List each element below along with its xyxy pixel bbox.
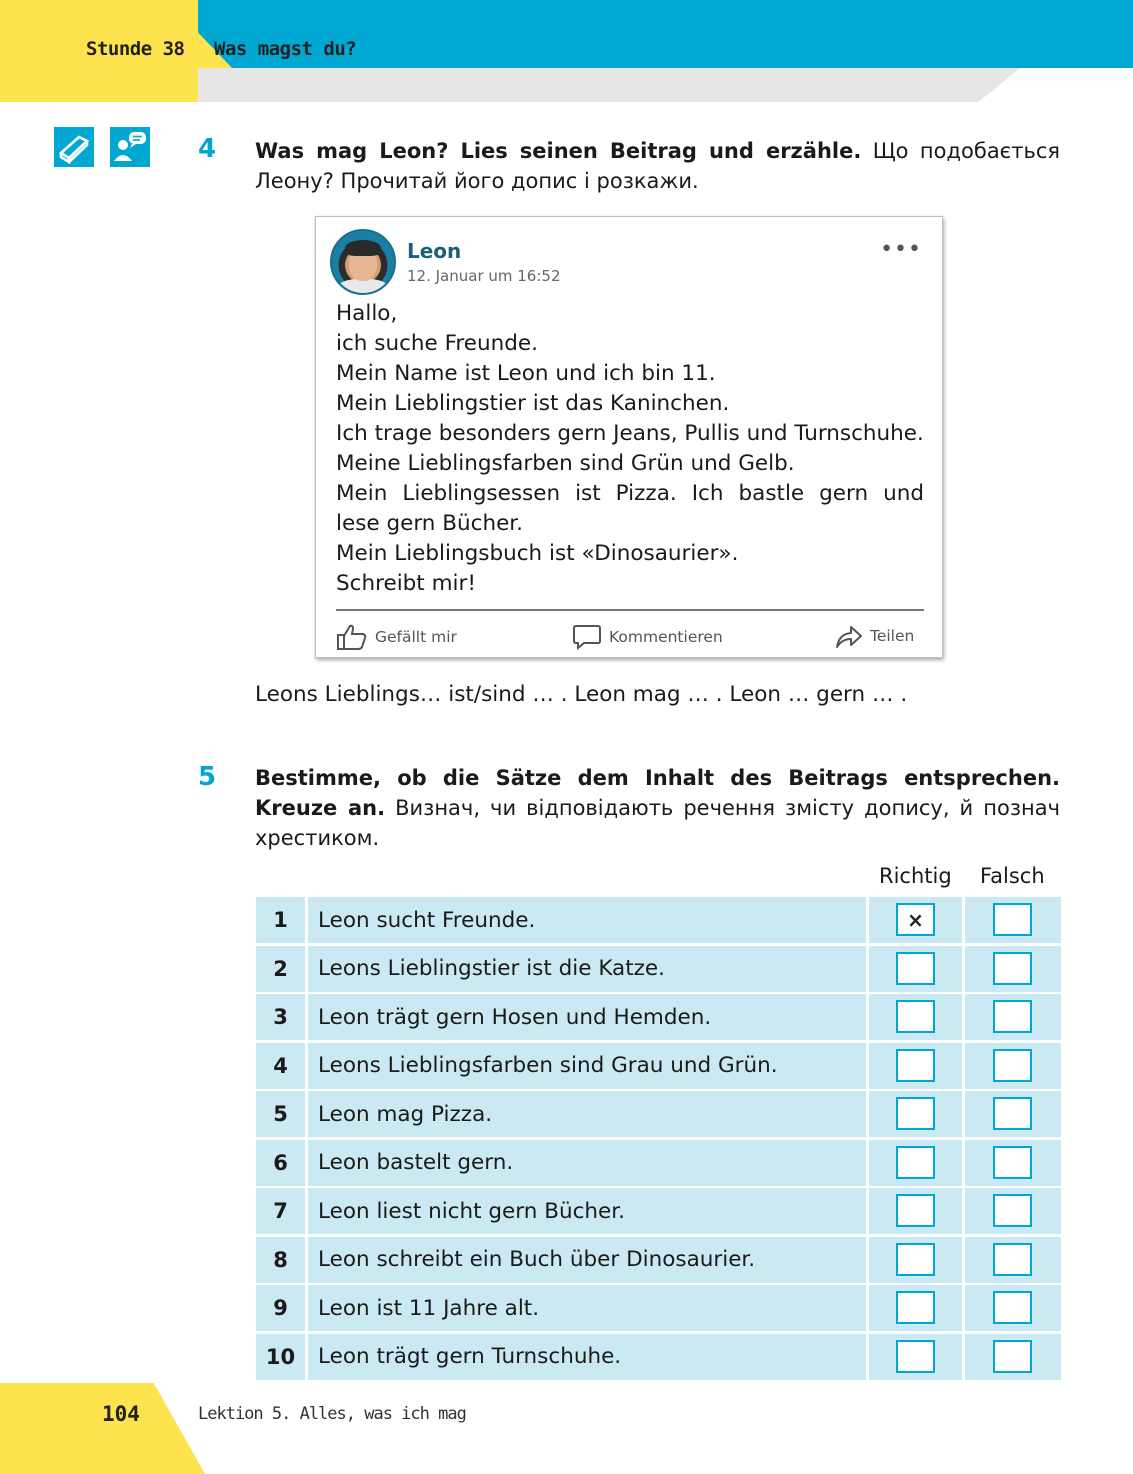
falsch-checkbox[interactable] <box>993 1340 1032 1373</box>
header-gray-band <box>190 68 1020 102</box>
richtig-cell <box>869 1043 962 1089</box>
richtig-checkbox[interactable] <box>896 1194 935 1227</box>
post-divider <box>336 609 924 611</box>
row-number: 6 <box>256 1140 305 1186</box>
richtig-cell <box>869 994 962 1040</box>
footer-yellow-block <box>0 1383 205 1474</box>
falsch-checkbox[interactable] <box>993 1097 1032 1130</box>
footer-lesson-text: Lektion 5. Alles, was ich mag <box>198 1404 466 1424</box>
falsch-cell <box>965 1091 1061 1137</box>
row-number: 5 <box>256 1091 305 1137</box>
richtig-cell <box>869 1140 962 1186</box>
row-number: 7 <box>256 1188 305 1234</box>
row-statement: Leon mag Pizza. <box>308 1091 866 1137</box>
richtig-checkbox[interactable] <box>896 1049 935 1082</box>
row-statement: Leon trägt gern Hosen und Hemden. <box>308 994 866 1040</box>
falsch-checkbox[interactable] <box>993 1194 1032 1227</box>
richtig-checkbox[interactable] <box>896 1340 935 1373</box>
comment-label: Kommentieren <box>609 628 723 646</box>
richtig-checkbox[interactable] <box>896 1291 935 1324</box>
richtig-cell <box>869 1237 962 1283</box>
falsch-checkbox[interactable] <box>993 1146 1032 1179</box>
table-row <box>256 1188 1061 1234</box>
falsch-cell <box>965 1285 1061 1331</box>
falsch-checkbox[interactable] <box>993 1049 1032 1082</box>
falsch-cell <box>965 1188 1061 1234</box>
summary-sentence: Leons Lieblings… ist/sind … . Leon mag … . Leon … gern … . <box>255 682 908 707</box>
table-row <box>256 1285 1061 1331</box>
falsch-cell <box>965 897 1061 943</box>
book-icon <box>54 127 94 167</box>
column-header-falsch: Falsch <box>980 864 1045 888</box>
richtig-checkbox[interactable] <box>896 1243 935 1276</box>
post-line: Mein Name ist Leon und ich bin 11. <box>336 361 716 386</box>
post-line: Hallo, <box>336 301 398 326</box>
share-icon <box>835 623 863 649</box>
table-row <box>256 1091 1061 1137</box>
row-number: 9 <box>256 1285 305 1331</box>
falsch-checkbox[interactable] <box>993 903 1032 936</box>
social-post-card <box>315 216 943 658</box>
thumbs-up-icon <box>336 623 368 651</box>
row-statement: Leon trägt gern Turnschuhe. <box>308 1334 866 1380</box>
post-date: 12. Januar um 16:52 <box>407 267 561 285</box>
post-line: ich suche Freunde. <box>336 331 538 356</box>
richtig-cell <box>869 1091 962 1137</box>
post-author[interactable]: Leon <box>407 239 462 263</box>
falsch-cell <box>965 1043 1061 1089</box>
task-5-instruction-de: Bestimme, ob die Sätze dem Inhalt des Beitrags entsprechen. Kreuze an. <box>255 766 1060 820</box>
post-line: Mein Lieblingsessen ist Pizza. Ich bastle gern und <box>336 481 924 506</box>
table-row <box>256 897 1061 943</box>
table-row <box>256 946 1061 992</box>
post-line: Schreibt mir! <box>336 571 476 596</box>
falsch-checkbox[interactable] <box>993 1291 1032 1324</box>
share-label: Teilen <box>870 627 915 645</box>
post-line: Mein Lieblingsbuch ist «Dinosaurier». <box>336 541 739 566</box>
speech-icon <box>110 127 150 167</box>
lesson-title: Was magst du? <box>214 38 357 60</box>
row-number: 2 <box>256 946 305 992</box>
falsch-checkbox[interactable] <box>993 1243 1032 1276</box>
richtig-checkbox[interactable] <box>896 1097 935 1130</box>
comment-icon <box>572 623 602 651</box>
table-row <box>256 1043 1061 1089</box>
task-5-number: 5 <box>198 762 217 792</box>
table-row <box>256 994 1061 1040</box>
avatar[interactable] <box>330 229 396 295</box>
richtig-cell <box>869 1334 962 1380</box>
falsch-cell <box>965 994 1061 1040</box>
richtig-checkbox[interactable] <box>896 952 935 985</box>
task-5-instruction <box>255 763 1060 853</box>
row-statement: Leons Lieblingsfarben sind Grau und Grün. <box>308 1043 866 1089</box>
row-statement: Leon sucht Freunde. <box>308 897 866 943</box>
richtig-cell <box>869 1285 962 1331</box>
post-line: Mein Lieblingstier ist das Kaninchen. <box>336 391 730 416</box>
task-4-instruction <box>255 136 1060 196</box>
richtig-cell <box>869 1188 962 1234</box>
page-number: 104 <box>102 1402 140 1426</box>
row-statement: Leon ist 11 Jahre alt. <box>308 1285 866 1331</box>
falsch-cell <box>965 946 1061 992</box>
row-statement: Leon schreibt ein Buch über Dinosaurier. <box>308 1237 866 1283</box>
richtig-checkbox[interactable] <box>896 1146 935 1179</box>
row-number: 4 <box>256 1043 305 1089</box>
post-line: Ich trage besonders gern Jeans, Pullis und Turnschuhe. <box>336 421 924 446</box>
row-statement: Leons Lieblingstier ist die Katze. <box>308 946 866 992</box>
column-header-richtig: Richtig <box>879 864 952 888</box>
task-5-instruction-uk: Визнач, чи відповідають речення змісту допису, й познач хрестиком. <box>255 796 1060 850</box>
row-number: 8 <box>256 1237 305 1283</box>
falsch-checkbox[interactable] <box>993 952 1032 985</box>
falsch-cell <box>965 1237 1061 1283</box>
lesson-number: Stunde 38 <box>86 38 185 60</box>
share-button[interactable] <box>835 623 914 649</box>
post-line: Meine Lieblingsfarben sind Grün und Gelb. <box>336 451 795 476</box>
falsch-cell <box>965 1334 1061 1380</box>
table-row <box>256 1334 1061 1380</box>
more-options-icon[interactable]: ••• <box>880 237 922 262</box>
comment-button[interactable] <box>572 623 723 651</box>
richtig-checkbox[interactable] <box>896 1000 935 1033</box>
row-statement: Leon liest nicht gern Bücher. <box>308 1188 866 1234</box>
row-statement: Leon bastelt gern. <box>308 1140 866 1186</box>
row-number: 10 <box>256 1334 305 1380</box>
table-row <box>256 1237 1061 1283</box>
falsch-cell <box>965 1140 1061 1186</box>
post-line: lese gern Bücher. <box>336 511 524 536</box>
richtig-checkbox[interactable]: × <box>896 903 935 936</box>
like-label: Gefällt mir <box>375 628 457 646</box>
richtig-cell <box>869 897 962 943</box>
falsch-checkbox[interactable] <box>993 1000 1032 1033</box>
richtig-cell <box>869 946 962 992</box>
row-number: 3 <box>256 994 305 1040</box>
task-4-instruction-uk: Що подобається Леону? Прочитай його допис і розкажи. <box>255 139 1060 193</box>
row-number: 1 <box>256 897 305 943</box>
task-4-number: 4 <box>198 134 217 164</box>
task-4-instruction-de: Was mag Leon? Lies seinen Beitrag und erzähle. <box>255 139 862 163</box>
table-row <box>256 1140 1061 1186</box>
like-button[interactable] <box>336 623 457 651</box>
post-body <box>336 299 924 599</box>
